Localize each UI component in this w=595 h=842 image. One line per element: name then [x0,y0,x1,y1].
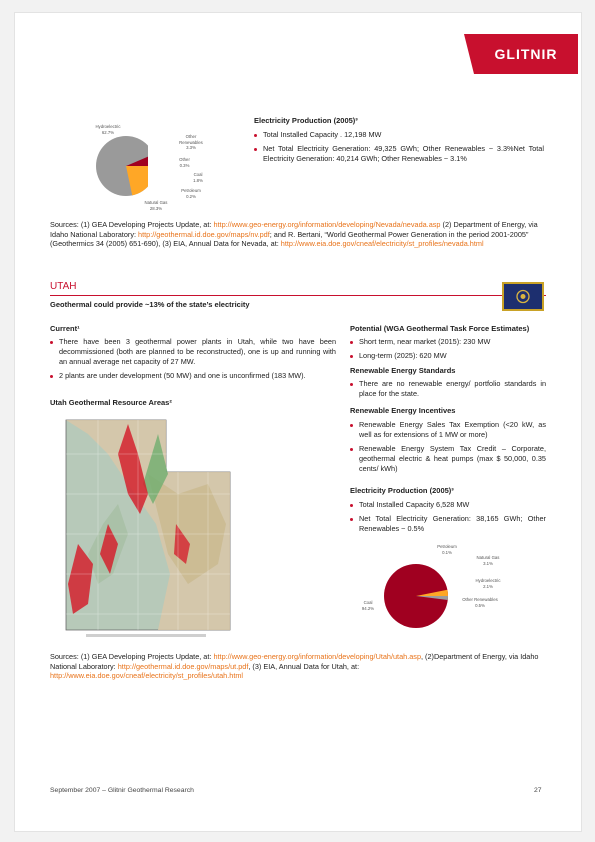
utah-current-item: 2 plants are under development (50 MW) and one is unconfirmed (183 MW). [50,371,336,381]
utah-pie-label-other-ren: Other Renewables 0.5% [462,597,498,608]
page-number: 27 [534,787,542,794]
utah-incentives-title: Renewable Energy Incentives [350,406,456,415]
nevada-pie-label-other: Other 0.3% [179,157,190,168]
utah-incentives-item: Renewable Energy Sales Tax Exemption (<20 kW, as well as for extensions of 1 MW or more) [350,420,546,440]
utah-current-item: There have been 3 geothermal power plants in Utah, while two have been decommissioned (both are planned to be reconstructed), one is up and running with an annual average net capacity of 27 MW. [50,337,336,367]
utah-sources: Sources: (1) GEA Developing Projects Update, at: http://www.geo-energy.org/information/developing/Utah/utah.asp, (2)Department of Energy, via Idaho National Laboratory: http://geothermal.id.doe.gov/maps/ut.pdf, (3) EIA, Annual Data for Utah, at: http://www.eia.doe.gov/cneaf/electricity/st_profiles/utah.html [50,652,539,680]
source-link[interactable]: http://geothermal.id.doe.gov/maps/ut.pdf [117,661,249,671]
footer-text: September 2007 – Glitnir Geothermal Research [50,787,194,794]
source-link[interactable]: http://geothermal.id.doe.gov/maps/nv.pdf [138,229,270,239]
glitnir-logo [474,34,578,74]
utah-current-title: Current¹ [50,324,80,333]
utah-geothermal-map [58,414,238,640]
utah-flag-icon [502,282,544,311]
utah-potential-item: Long-term (2025): 620 MW [350,351,546,361]
source-link[interactable]: http://www.eia.doe.gov/cneaf/electricity/st_profiles/utah.html [50,671,244,680]
utah-pie-label-natgas: Natural Gas 3.1% [476,555,500,566]
utah-pie-label-coal: Coal 94.2% [361,600,375,611]
utah-headline: Geothermal could provide ~13% of the state’s electricity [50,300,250,309]
utah-elec-item: Total Installed Capacity 6,528 MW [350,500,546,510]
utah-standards-item: There are no renewable energy/ portfolio standards in place for the state. [350,379,546,399]
source-link[interactable]: http://www.eia.doe.gov/cneaf/electricity/st_profiles/nevada.html [280,239,484,248]
utah-elec-title: Electricity Production (2005)³ [350,486,454,495]
nevada-pie-label-petroleum: Petroleum 0.2% [181,188,201,199]
utah-pie-label-petroleum: Petroleum 0.1% [437,544,457,555]
nevada-pie-label-hydro: Hydroelectric 62.7% [95,124,121,135]
nevada-elec-item: Net Total Electricity Generation: 49,325 GWh; Other Renewables ~ 3.3%Net Total Electricity Generation: 40,214 GWh; Other Renewables ~ 3.1% [254,144,544,164]
utah-incentives-item: Renewable Energy System Tax Credit – Corporate, geothermal electric & heat pumps (max $ 50,000, 0.35 cents/ kWh) [350,444,546,474]
utah-standards-title: Renewable Energy Standards [350,366,456,375]
utah-potential-title: Potential (WGA Geothermal Task Force Estimates) [350,324,530,333]
utah-potential-item: Short term, near market (2015): 230 MW [350,337,546,347]
nevada-pie-label-coal: Coal 1.8% [193,172,203,183]
state-title: UTAH [50,281,77,292]
source-link[interactable]: http://www.geo-energy.org/information/developing/Nevada/nevada.asp [213,220,441,229]
nevada-sources: Sources: (1) GEA Developing Projects Update, at: http://www.geo-energy.org/information/developing/Nevada/nevada.asp (2) Department of Energy, via Idaho National Laboratory: http://geothermal.id.doe.gov/maps/nv.pdf; and R. Bertani, “World Geothermal Power Generation in the period 2001-2005” (Geothermics 34 (2005) 651-690), (3) EIA, Annual Data for Nevada, at: http://www.eia.doe.gov/cneaf/electricity/st_profiles/nevada.html [50,220,538,248]
utah-pie-chart [378,558,454,634]
utah-elec-item: Net Total Electricity Generation: 38,165 GWh; Other Renewables ~ 0.5% [350,514,546,534]
nevada-pie-label-other-ren: Other Renewables 3.3% [179,134,203,150]
section-divider [50,295,546,296]
nevada-elec-list [254,130,544,168]
utah-current-list [50,337,336,385]
nevada-elec-item: Total Installed Capacity . 12,198 MW [254,130,544,140]
utah-incentives-list [350,420,546,478]
utah-map-title: Utah Geothermal Resource Areas² [50,398,172,407]
nevada-pie-chart [88,130,148,200]
utah-standards-list [350,379,546,403]
utah-pie-label-hydro: Hydroelectric 2.1% [475,578,501,589]
nevada-elec-title: Electricity Production (2005)³ [254,116,358,125]
logo-text: GLITNIR [494,46,558,62]
nevada-pie-label-natgas: Natural Gas 28.3% [144,200,168,211]
utah-elec-list [350,500,546,538]
source-link[interactable]: http://www.geo-energy.org/information/developing/Utah/utah.asp [213,652,421,661]
utah-potential-list [350,337,546,365]
